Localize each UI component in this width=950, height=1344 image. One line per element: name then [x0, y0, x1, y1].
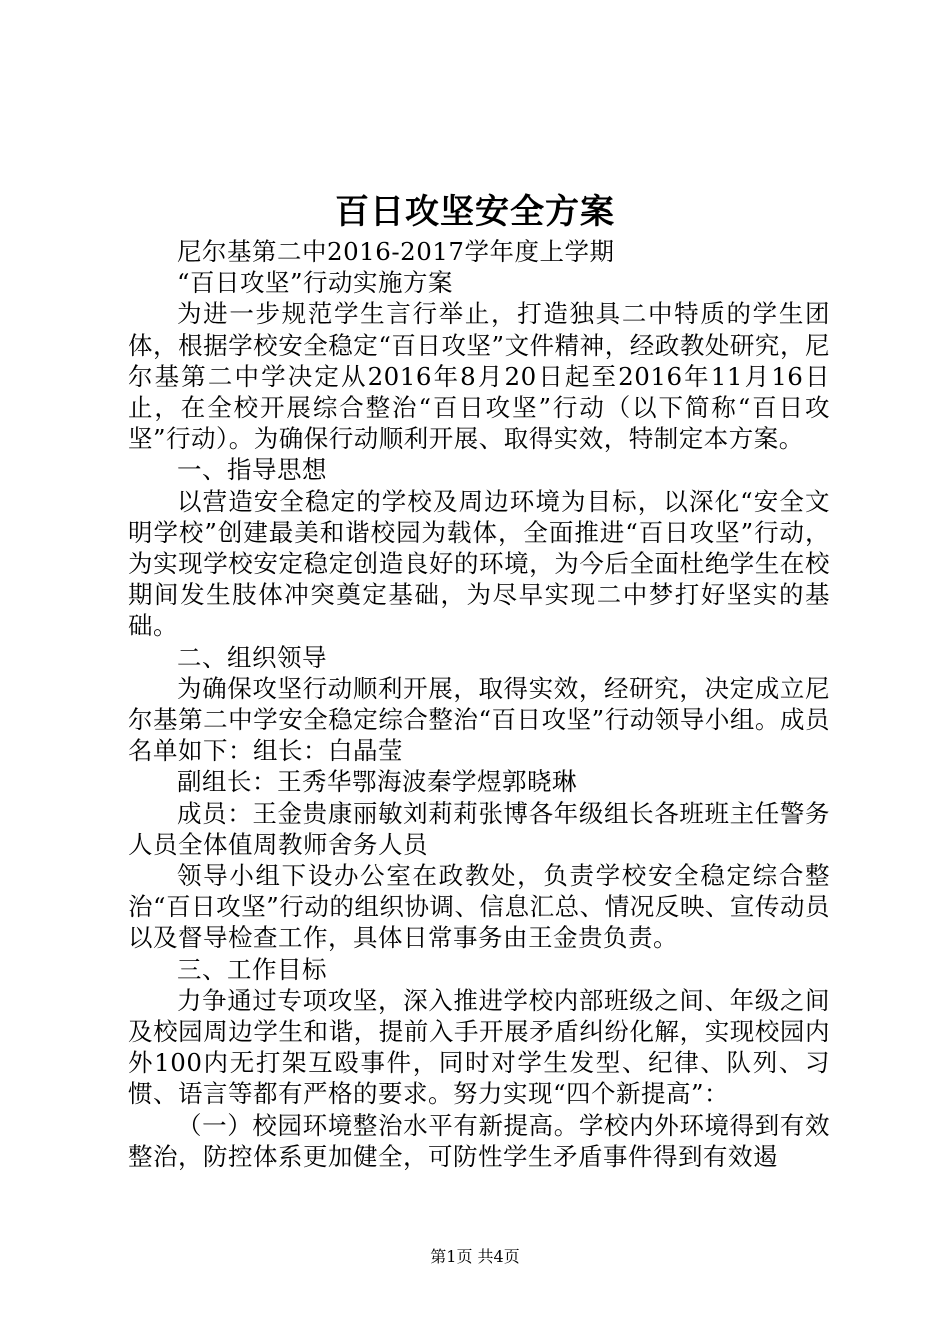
goals-paragraph: 力争通过专项攻坚，深入推进学校内部班级之间、年级之间及校园周边学生和谐，提前入手开展矛盾纠纷化解，实现校园内外100内无打架互殴事件，同时对学生发型、纪律、队列、习惯、语言等都有严格的要求。努力实现“四个新提高”： — [128, 985, 830, 1109]
leadership-paragraph: 为确保攻坚行动顺利开展，取得实效，经研究，决定成立尼尔基第二中学安全稳定综合整治“百日攻坚”行动领导小组。成员名单如下：组长：白晶莹 — [128, 673, 830, 766]
goal-item-1: （一）校园环境整治水平有新提高。学校内外环境得到有效整治，防控体系更加健全，可防性学生矛盾事件得到有效遏 — [128, 1110, 830, 1171]
guiding-thought-paragraph: 以营造安全稳定的学校及周边环境为目标，以深化“安全文明学校”创建最美和谐校园为载体，全面推进“百日攻坚”行动，为实现学校安定稳定创造良好的环境，为今后全面杜绝学生在校期间发生肢体冲突奠定基础，为尽早实现二中梦打好坚实的基础。 — [128, 486, 830, 641]
intro-paragraph: 为进一步规范学生言行举止，打造独具二中特质的学生团体，根据学校安全稳定“百日攻坚”文件精神，经政教处研究，尼尔基第二中学决定从2016年8月20日起至2016年11月16日止，在全校开展综合整治“百日攻坚”行动（以下简称“百日攻坚”行动）。为确保行动顺利开展、取得实效，特制定本方案。 — [128, 299, 830, 454]
document-body — [128, 236, 830, 1172]
page-number: 第1页 共4页 — [430, 1247, 520, 1266]
plan-subtitle: “百日攻坚”行动实施方案 — [177, 268, 454, 298]
office-paragraph: 领导小组下设办公室在政教处，负责学校安全稳定综合整治“百日攻坚”行动的组织协调、信息汇总、情况反映、宣传动员以及督导检查工作，具体日常事务由王金贵负责。 — [128, 861, 830, 953]
section-heading-leadership: 二、组织领导 — [177, 642, 327, 672]
document-title: 百日攻坚安全方案 — [335, 192, 615, 232]
section-heading-goals: 三、工作目标 — [177, 954, 327, 984]
members-line: 成员：王金贵康丽敏刘莉莉张博各年级组长各班班主任警务人员全体值周教师舍务人员 — [128, 798, 830, 859]
deputy-leaders-line: 副组长：王秀华鄂海波秦学煜郭晓琳 — [177, 767, 577, 797]
school-line: 尼尔基第二中2016-2017学年度上学期 — [177, 237, 615, 266]
section-heading-guiding-thought: 一、指导思想 — [177, 455, 327, 485]
